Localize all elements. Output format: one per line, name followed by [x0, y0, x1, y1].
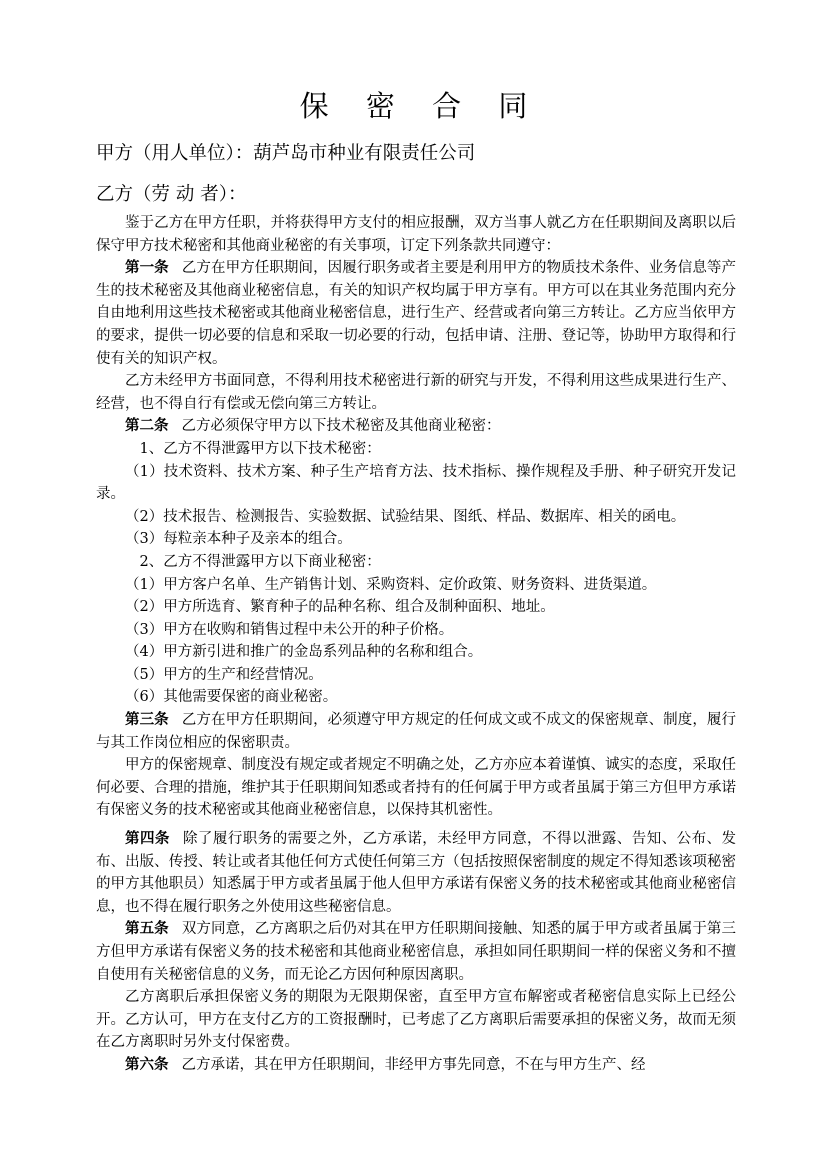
contract-paragraph: [96, 619, 736, 642]
paragraph-text: （6）其他需要保密的商业秘密。: [125, 689, 338, 706]
paragraph-text: （4）甲方新引进和推广的金岛系列品种的名称和组合。: [125, 644, 483, 661]
article-number: 第三条: [125, 711, 169, 729]
paragraph-text: （3）甲方在收购和销售过程中未公开的种子价格。: [125, 621, 454, 638]
contract-paragraph: [96, 257, 736, 370]
paragraph-text: 鉴于乙方在甲方任职，并将获得甲方支付的相应报酬，双方当事人就乙方在任职期间及离职以后保守甲方技术秘密和其他商业秘密的有关事项，订定下列条款共同遵守：: [96, 215, 736, 254]
contract-paragraph: [96, 506, 736, 529]
contract-paragraph: [96, 415, 736, 438]
contract-paragraph: [96, 754, 736, 822]
paragraph-text: （3）每粒亲本种子及亲本的组合。: [125, 531, 352, 548]
contract-paragraph: [96, 370, 736, 415]
paragraph-text: 乙方未经甲方书面同意，不得利用技术秘密进行新的研究与开发，不得利用这些成果进行生产、经营，也不得自行有偿或无偿向第三方转让。: [96, 373, 736, 412]
contract-paragraph: [96, 596, 736, 619]
paragraph-text: （2）甲方所选育、繁育种子的品种名称、组合及制种面积、地址。: [125, 599, 555, 616]
contract-paragraph: [96, 828, 736, 918]
paragraph-text: （5）甲方的生产和经营情况。: [125, 666, 323, 683]
contract-paragraph: [96, 212, 736, 257]
article-number: 第二条: [125, 417, 169, 435]
paragraph-text: （1）甲方客户名单、生产销售计划、采购资料、定价政策、财务资料、进货渠道。: [125, 576, 657, 593]
paragraph-text: 乙方离职后承担保密义务的期限为无限期保密，直至甲方宣布解密或者秘密信息实际上已经公开。乙方认可，甲方在支付乙方的工资报酬时，已考虑了乙方离职后需要承担的保密义务，故而无须在乙方离职时另外支付保密费。: [96, 989, 736, 1051]
article-number: 第一条: [125, 259, 169, 277]
paragraph-text: 除了履行职务的需要之外，乙方承诺，未经甲方同意，不得以泄露、告知、公布、发布、出版、传授、转让或者其他任何方式使任何第三方（包括按照保密制度的规定不得知悉该项秘密的甲方其他职员）知悉属于甲方或者虽属于他人但甲方承诺有保密义务的技术秘密或其他商业秘密信息，也不得在履行职务之外使用这些秘密信息。: [96, 831, 737, 915]
party-b-line: 乙方（劳 动 者）：: [96, 184, 247, 205]
contract-paragraph: [96, 438, 736, 461]
document-title: 保 密 合 同: [299, 89, 542, 123]
party-a-line: 甲方（用人单位）：葫芦岛市种业有限责任公司: [96, 143, 476, 164]
contract-paragraph: [96, 686, 736, 709]
paragraph-text: 乙方承诺，其在甲方任职期间，非经甲方事先同意，不在与甲方生产、经: [181, 1056, 646, 1073]
contract-paragraph: [96, 528, 736, 551]
contract-paragraph: [96, 1054, 736, 1077]
paragraph-text: 双方同意，乙方离职之后仍对其在甲方任职期间接触、知悉的属于甲方或者虽属于第三方但甲方承诺有保密义务的技术秘密和其他商业秘密信息，承担如同任职期间一样的保密义务和不擅自使用有关秘密信息的义务，而无论乙方因何种原因离职。: [96, 921, 737, 983]
contract-paragraph: [96, 574, 736, 597]
article-number: 第六条: [125, 1055, 169, 1073]
paragraph-text: 甲方的保密规章、制度没有规定或者规定不明确之处，乙方亦应本着谨慎、诚实的态度，采取任何必要、合理的措施，维护其于任职期间知悉或者持有的任何属于甲方或者虽属于第三方但甲方承诺有保密义务的技术秘密或其他商业秘密信息，以保持其机密性。: [96, 757, 736, 819]
paragraph-text: （2）技术报告、检测报告、实验数据、试验结果、图纸、样品、数据库、相关的函电。: [125, 508, 686, 525]
paragraph-text: 乙方在甲方任职期间，因履行职务或者主要是利用甲方的物质技术条件、业务信息等产生的技术秘密及其他商业秘密信息，有关的知识产权均属于甲方享有。甲方可以在其业务范围内充分自由地利用这些技术秘密或其他商业秘密信息，进行生产、经营或者向第三方转让。乙方应当依甲方的要求，提供一切必要的信息和采取一切必要的行动，包括申请、注册、登记等，协助甲方取得和行使有关的知识产权。: [96, 260, 737, 367]
contract-paragraph: [96, 664, 736, 687]
article-number: 第四条: [125, 830, 170, 848]
paragraph-text: （1）技术资料、技术方案、种子生产培育方法、技术指标、操作规程及手册、种子研究开发记录。: [96, 463, 736, 503]
contract-paragraph: [96, 641, 736, 664]
contract-paragraph: [96, 918, 736, 986]
contract-paragraph: [96, 461, 736, 506]
contract-body: [96, 212, 736, 1077]
contract-paragraph: [96, 986, 736, 1054]
paragraph-text: 乙方必须保守甲方以下技术秘密及其他商业秘密：: [181, 418, 501, 435]
paragraph-text: 1、乙方不得泄露甲方以下技术秘密：: [139, 440, 381, 457]
paragraph-text: 乙方在甲方任职期间，必须遵守甲方规定的任何成文或不成文的保密规章、制度，履行与其工作岗位相应的保密职责。: [96, 712, 737, 751]
paragraph-text: 2、乙方不得泄露甲方以下商业秘密：: [139, 553, 381, 570]
article-number: 第五条: [125, 920, 169, 938]
contract-paragraph: [96, 709, 736, 754]
contract-paragraph: [96, 551, 736, 574]
